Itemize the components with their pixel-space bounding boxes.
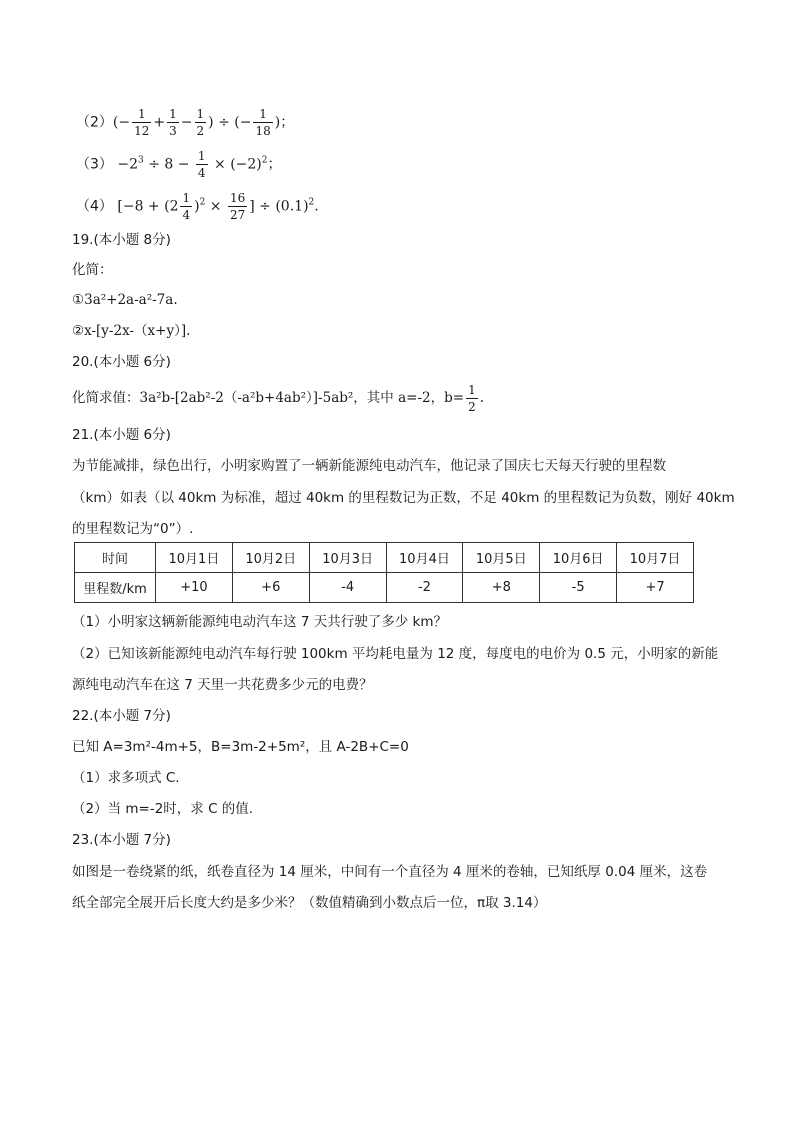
table-cell: 10月7日 — [617, 543, 694, 573]
q20-heading: 20.(本小题 6分) — [72, 354, 171, 370]
q21-paragraph-line-3: 的里程数记为“0”）. — [72, 521, 194, 537]
q21-paragraph-line-1: 为节能减排，绿色出行，小明家购置了一辆新能源纯电动汽车，他记录了国庆七天每天行驶的里程数 — [72, 458, 666, 474]
table-cell: -5 — [540, 573, 617, 603]
q21-heading: 21.(本小题 6分) — [72, 427, 171, 443]
q19-instruction: 化简： — [72, 262, 113, 278]
q19-heading: 19.(本小题 8分) — [72, 232, 171, 248]
q22-given: 已知 A=3m²-4m+5，B=3m-2+5m²，且 A-2B+C=0 — [72, 739, 409, 755]
q19-item-2: ②x-[y-2x-（x+y）]. — [72, 323, 191, 339]
table-header-cell: 里程数/km — [75, 573, 156, 603]
table-header-cell: 时间 — [75, 543, 156, 573]
q20-statement: 化简求值：3a²b-[2ab²-2（-a²b+4ab²）]-5ab²，其中 a=-2，b= $\frac{1}{2}$ . — [72, 383, 484, 414]
table-cell: 10月6日 — [540, 543, 617, 573]
q22-sub-1: （1）求多项式 C. — [72, 770, 180, 786]
q21-sub-1: （1）小明家这辆新能源纯电动汽车这 7 天共行驶了多少 km？ — [72, 614, 448, 630]
mileage-table — [74, 542, 694, 603]
q23-line-2: 纸全部完全展开后长度大约是多少米？（数值精确到小数点后一位，π取 3.14） — [72, 895, 547, 911]
table-row — [75, 573, 694, 603]
table-cell: -2 — [386, 573, 463, 603]
q22-sub-2: （2）当 m=-2时，求 C 的值. — [72, 801, 254, 817]
table-cell: +6 — [232, 573, 309, 603]
problem-18-item-3: $(3) -2^3 \div 8$ − $\frac{1}{4}$ × $(-2)^2$； — [76, 149, 282, 180]
table-cell: +7 — [617, 573, 694, 603]
table-row — [75, 543, 694, 573]
table-cell: -4 — [309, 573, 386, 603]
table-cell: 10月1日 — [156, 543, 233, 573]
table-cell: +10 — [156, 573, 233, 603]
q22-heading: 22.(本小题 7分) — [72, 708, 171, 724]
q21-sub-2-line-2: 源纯电动汽车在这 7 天里一共花费多少元的电费？ — [72, 677, 373, 693]
problem-18-item-2: （2）(− $\frac{1}{12}$ + $\frac{1}{3}$ − $\frac{1}{2}$ ) ÷ (− $\frac{1}{18}$ )； — [76, 107, 295, 138]
problem-18-item-4: （4） [−8 + (2 $\frac{1}{4}$ )$^2$ × $\frac{16}{27}$ ] ÷ $(0.1)^2$. — [76, 191, 319, 222]
q19-item-1: ①3a²+2a-a²-7a. — [72, 292, 178, 308]
q21-paragraph-line-2: （km）如表（以 40km 为标准，超过 40km 的里程数记为正数，不足 40km 的里程数记为负数，刚好 40km — [72, 490, 735, 506]
table-cell: 10月4日 — [386, 543, 463, 573]
q23-line-1: 如图是一卷绕紧的纸，纸卷直径为 14 厘米，中间有一个直径为 4 厘米的卷轴，已知纸厚 0.04 厘米，这卷 — [72, 864, 708, 880]
table-cell: +8 — [463, 573, 540, 603]
table-cell: 10月2日 — [232, 543, 309, 573]
table-cell: 10月3日 — [309, 543, 386, 573]
q21-sub-2-line-1: （2）已知该新能源纯电动汽车每行驶 100km 平均耗电量为 12 度，每度电的电价为 0.5 元，小明家的新能 — [72, 646, 719, 662]
table-cell: 10月5日 — [463, 543, 540, 573]
q23-heading: 23.(本小题 7分) — [72, 832, 171, 848]
